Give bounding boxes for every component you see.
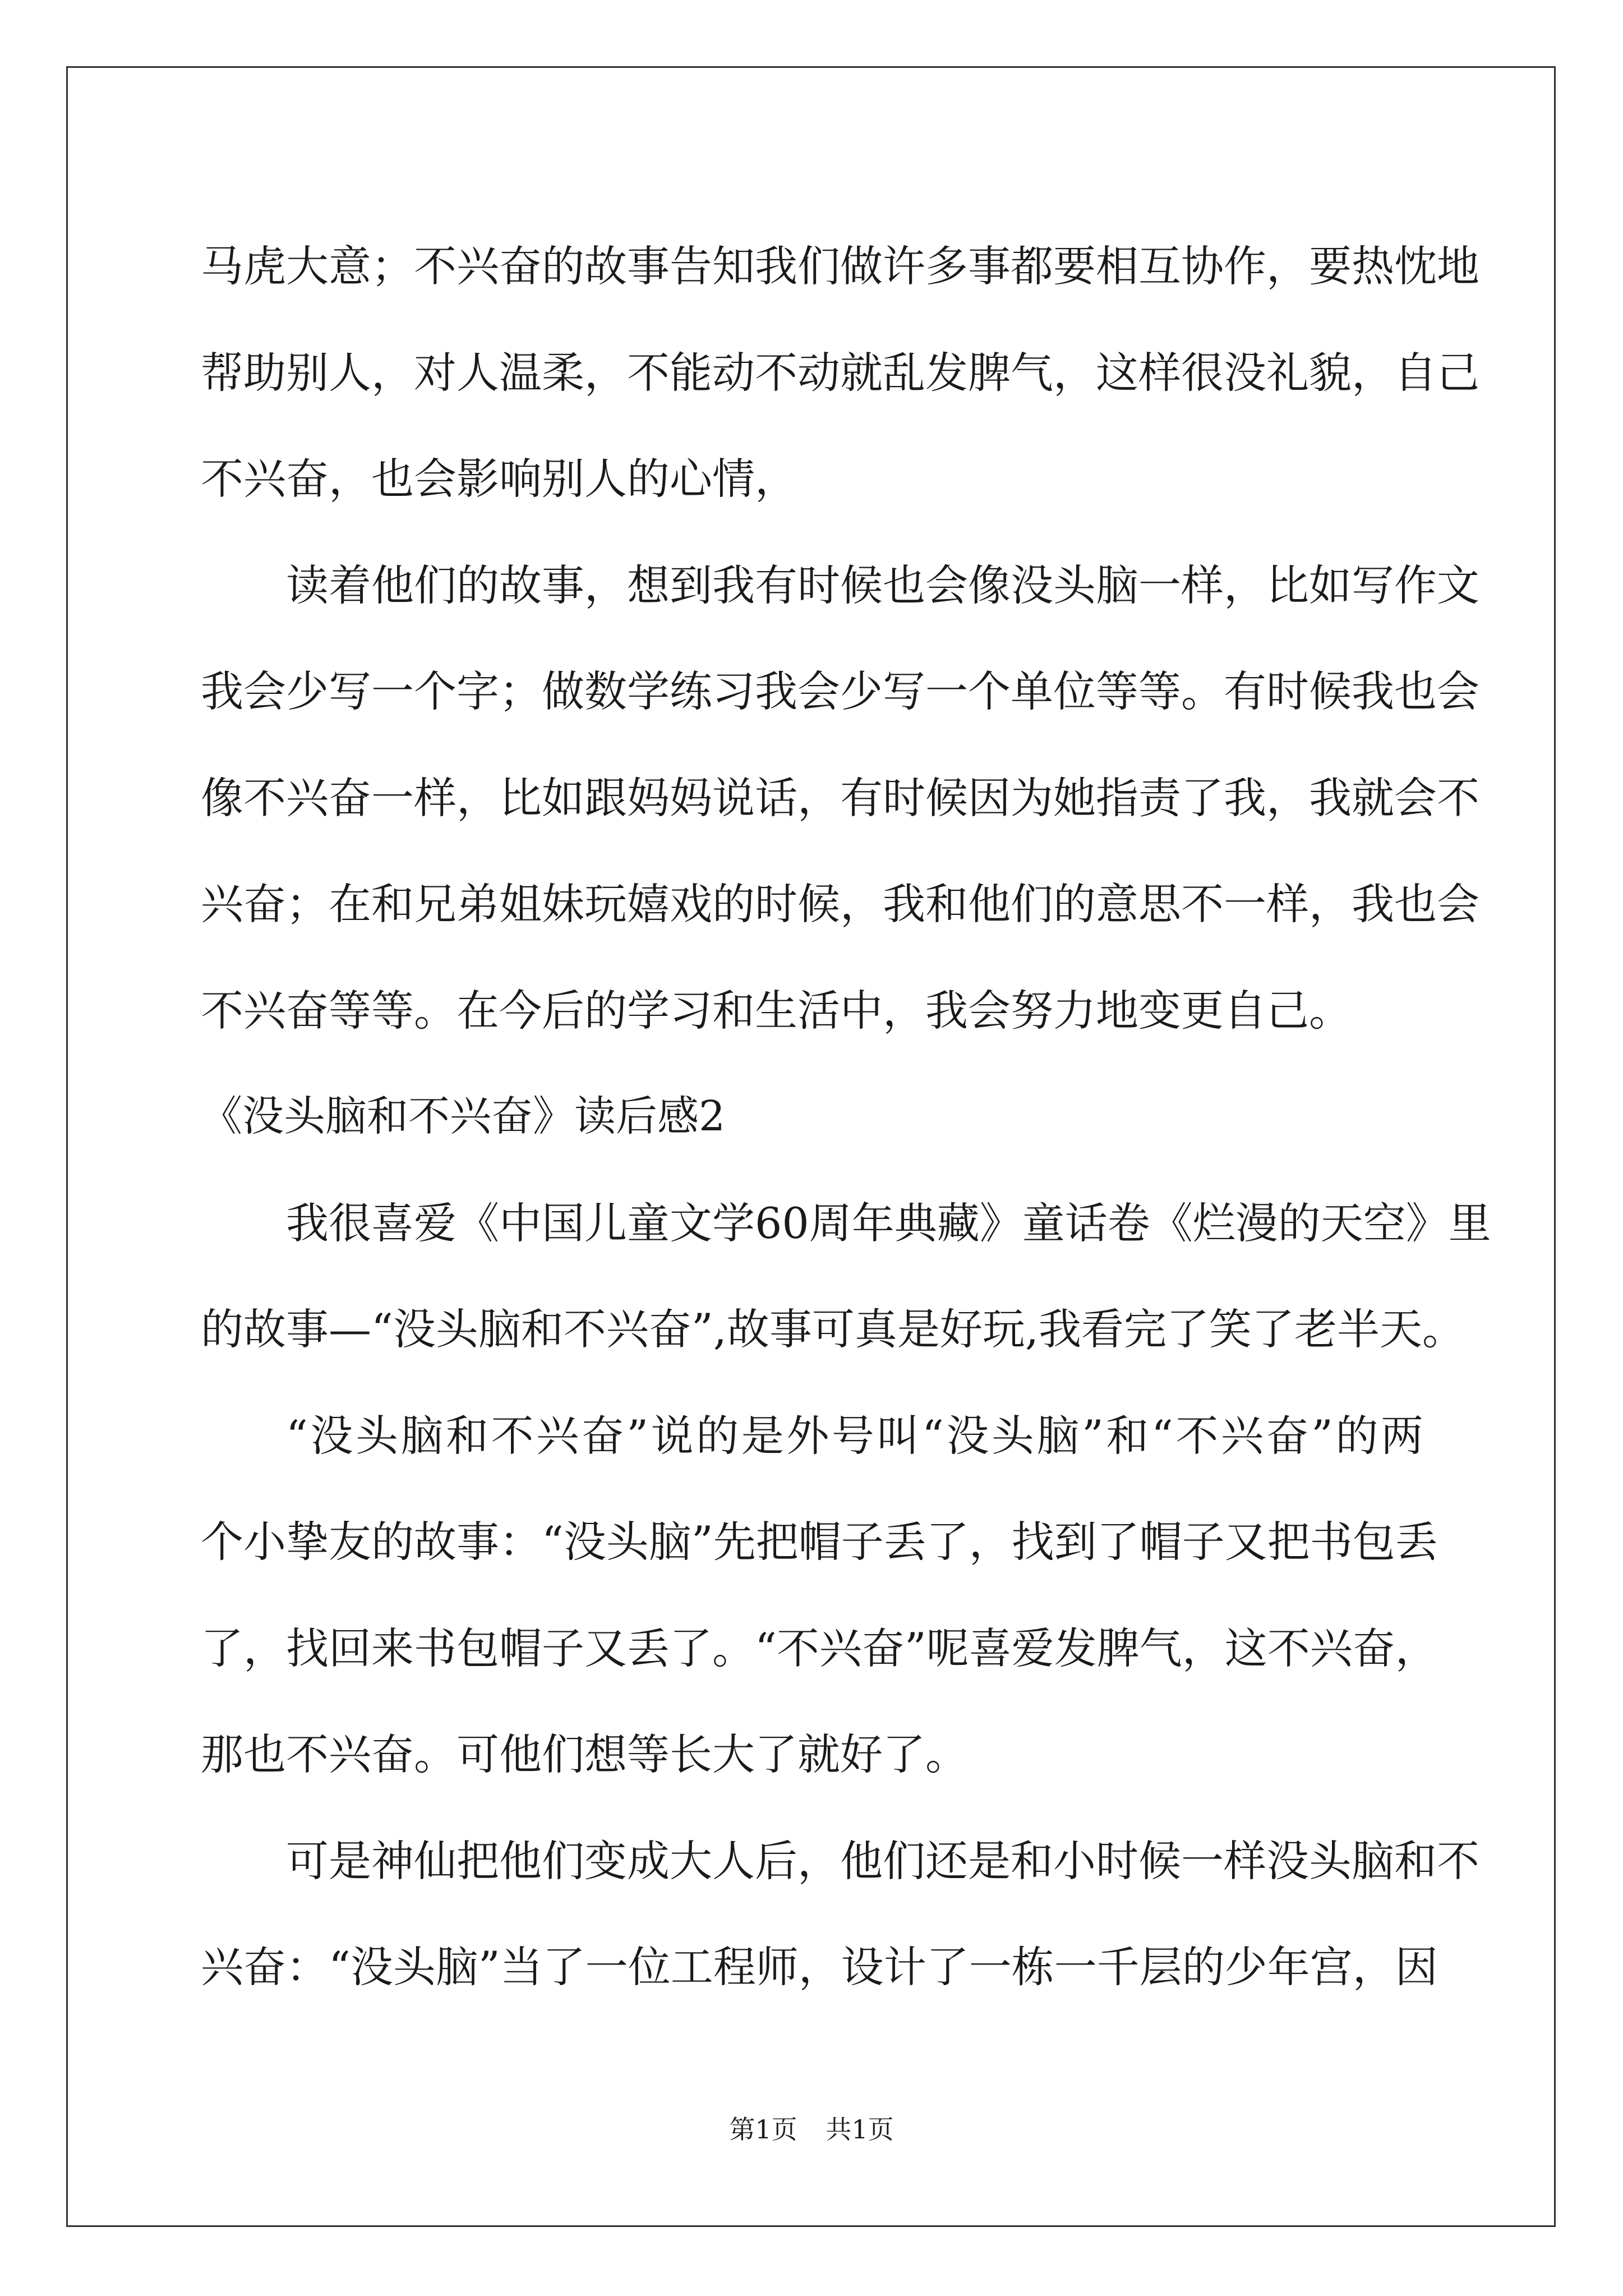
text-line: 可是神仙把他们变成大人后，他们还是和小时候一样没头脑和不	[286, 1835, 1479, 1886]
text-line: 我很喜爱《中国儿童文学60周年典藏》童话卷《烂漫的天空》里	[286, 1198, 1491, 1248]
text-line: 不兴奋等等。在今后的学习和生活中，我会努力地变更自己。	[201, 985, 1352, 1036]
page-footer	[0, 2109, 1623, 2146]
section-heading: 《没头脑和不兴奋》读后感2	[201, 1092, 726, 1140]
text-line: 兴奋；在和兄弟姐妹玩嬉戏的时候，我和他们的意思不一样，我也会	[201, 879, 1479, 929]
text-line: 兴奋：“没头脑”当了一位工程师，设计了一栋一千层的少年宫，因	[201, 1942, 1438, 1992]
text-line: 读着他们的故事，想到我有时候也会像没头脑一样，比如写作文	[286, 560, 1479, 610]
text-line: 的故事—“没头脑和不兴奋”,故事可真是好玩,我看完了笑了老半天。	[201, 1304, 1465, 1354]
text-line: 个小挚友的故事：“没头脑”先把帽子丢了，找到了帽子又把书包丢	[201, 1517, 1438, 1567]
text-line: 帮助别人，对人温柔，不能动不动就乱发脾气，这样很没礼貌，自己	[201, 347, 1479, 398]
text-line: 像不兴奋一样，比如跟妈妈说话，有时候因为她指责了我，我就会不	[201, 772, 1479, 823]
text-line: 马虎大意；不兴奋的故事告知我们做许多事都要相互协作，要热忱地	[201, 241, 1479, 291]
page-number: 第1页	[729, 2114, 797, 2145]
text-line: “没头脑和不兴奋”说的是外号叫“没头脑”和“不兴奋”的两	[286, 1410, 1423, 1461]
text-line: 了，找回来书包帽子又丢了。“不兴奋”呢喜爱发脾气，这不兴奋，	[201, 1623, 1438, 1673]
page-total: 共1页	[826, 2114, 894, 2145]
text-line: 那也不兴奋。可他们想等长大了就好了。	[201, 1729, 968, 1779]
document-body	[201, 213, 1491, 2021]
text-line: 我会少写一个字；做数学练习我会少写一个单位等等。有时候我也会	[201, 666, 1479, 716]
text-line: 不兴奋，也会影响别人的心情，	[201, 454, 797, 504]
